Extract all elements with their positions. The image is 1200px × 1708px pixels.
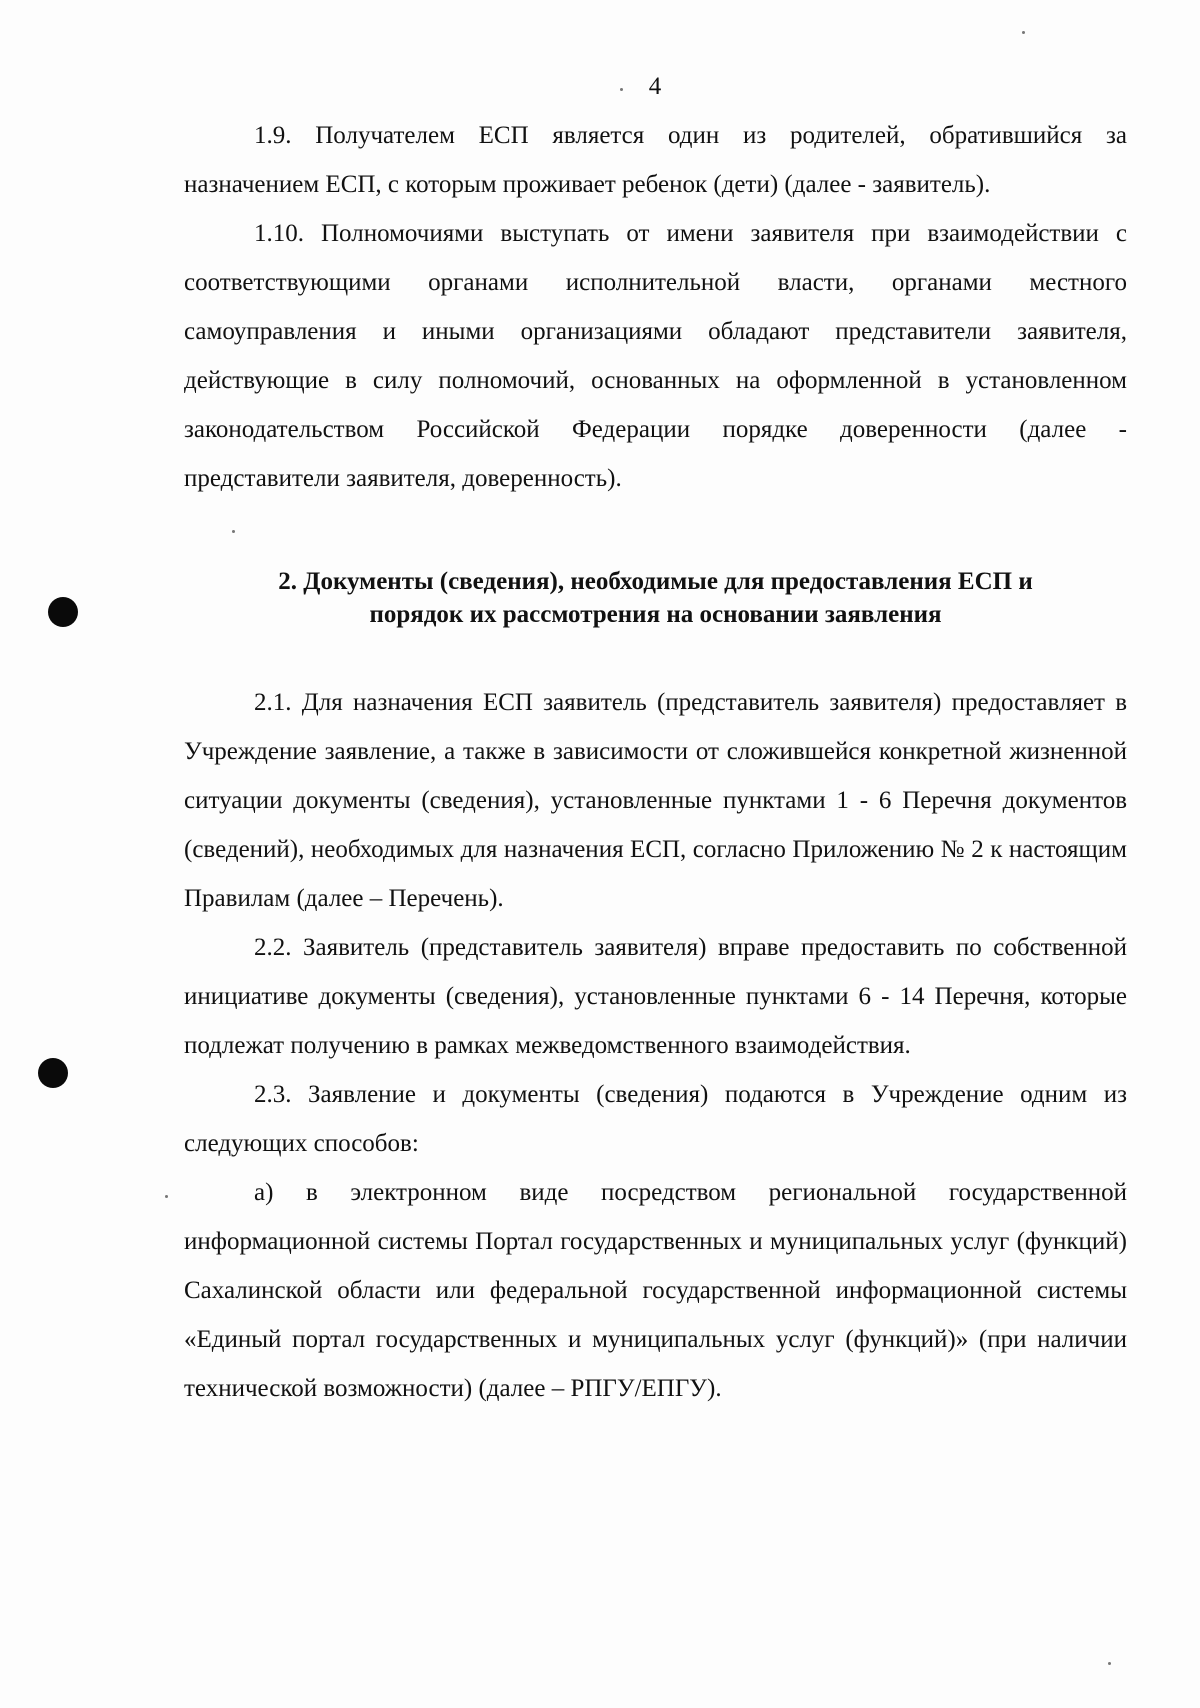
- section-heading-line-1: 2. Документы (сведения), необходимые для предоставления ЕСП и: [278, 568, 1033, 595]
- paragraph-2-2: 2.2. Заявитель (представитель заявителя) вправе предоставить по собственной инициативе документы (сведения), установленные пунктами 6 - 14 Перечня, которые подлежат получению в рамках межведомственного взаимодействия.: [184, 934, 1127, 1059]
- paragraph-2-3-a: а) в электронном виде посредством региональной государственной информационной системы Портал государственных и муниципальных услуг (функций) Сахалинской области или федеральной государственной информационной системы «Единый портал государственных и муниципальных услуг (функций)» (при наличии технической возможности) (далее – РПГУ/ЕПГУ).: [184, 1179, 1127, 1402]
- paragraph-2-1: 2.1. Для назначения ЕСП заявитель (представитель заявителя) предоставляет в Учреждение заявление, а также в зависимости от сложившейся конкретной жизненной ситуации документы (сведения), установленные пунктами 1 - 6 Перечня документов (сведений), необходимых для назначения ЕСП, согласно Приложению № 2 к настоящим Правилам (далее – Перечень).: [184, 689, 1127, 912]
- scan-speck: [165, 1195, 168, 1198]
- document-body: [184, 111, 1127, 1413]
- paragraph-2-3: 2.3. Заявление и документы (сведения) подаются в Учреждение одним из следующих способов:: [184, 1081, 1127, 1157]
- paragraph-1-10: 1.10. Полномочиями выступать от имени заявителя при взаимодействии с соответствующими органами исполнительной власти, органами местного самоуправления и иными организациями обладают представители заявителя, действующие в силу полномочий, основанных на оформленной в установленном законодательством Российской Федерации порядке доверенности (далее - представители заявителя, доверенность).: [184, 220, 1127, 492]
- scan-speck: [620, 88, 623, 91]
- scan-speck: [1022, 31, 1025, 34]
- paragraph-1-9: 1.9. Получателем ЕСП является один из родителей, обратившийся за назначением ЕСП, с которым проживает ребенок (дети) (далее - заявитель).: [184, 122, 1127, 198]
- page-number: 4: [648, 73, 662, 100]
- section-heading-line-2: порядок их рассмотрения на основании заявления: [369, 601, 942, 628]
- binder-hole-top: [48, 597, 78, 627]
- scan-speck: [1108, 1662, 1111, 1665]
- binder-hole-bottom: [38, 1058, 68, 1088]
- section-heading: [184, 565, 1127, 631]
